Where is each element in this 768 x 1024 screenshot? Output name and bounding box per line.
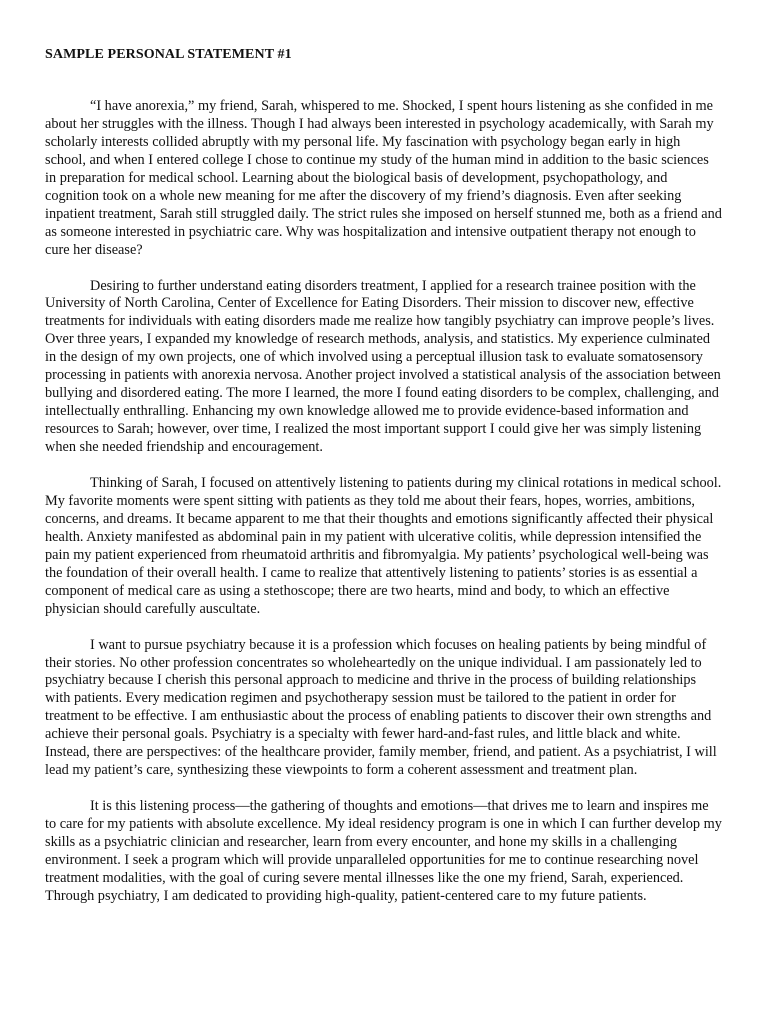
- paragraph-5: It is this listening process—the gathering of thoughts and emotions—that drives me to learn and inspires me to care for my patients with absolute excellence. My ideal residency program is one in which I can further develop my skills as a psychiatric clinician and researcher, learn from every encounter, and hone my skills in a challenging environment. I seek a program which will provide unparalleled opportunities for me to continue researching novel treatment modalities, with the goal of curing severe mental illnesses like the one my friend, Sarah, experienced. Through psychiatry, I am dedicated to providing high-quality, patient-centered care to my future patients.: [45, 798, 722, 904]
- paragraph-1: “I have anorexia,” my friend, Sarah, whispered to me. Shocked, I spent hours listening as she confided in me about her struggles with the illness. Though I had always been interested in psychology academically, with Sarah my scholarly interests collided abruptly with my personal life. My fascination with psychology began early in high school, and when I entered college I chose to continue my study of the human mind in addition to the basic sciences in preparation for medical school. Learning about the biological basis of development, psychopathology, and cognition took on a whole new meaning for me after the discovery of my friend’s diagnosis. Even after seeking inpatient treatment, Sarah still struggled daily. The strict rules she imposed on herself stunned me, both as a friend and as someone interested in psychiatric care. Why was hospitalization and intensive outpatient therapy not enough to cure her disease?: [45, 98, 722, 258]
- document-page: [45, 46, 723, 906]
- paragraph-2: Desiring to further understand eating disorders treatment, I applied for a research trainee position with the University of North Carolina, Center of Excellence for Eating Disorders. Their mission to discover new, effective treatments for individuals with eating disorders made me realize how tangibly psychiatry can improve people’s lives. Over three years, I expanded my knowledge of research methods, analysis, and statistics. My experience culminated in the design of my own projects, one of which involved using a perceptual illusion task to evaluate somatosensory processing in patients with anorexia nervosa. Another project involved a statistical analysis of the association between bullying and disordered eating. The more I learned, the more I found eating disorders to be complex, challenging, and intellectually enthralling. Enhancing my own knowledge allowed me to provide evidence-based information and resources to Sarah; however, over time, I realized the most important support I could give her was simply listening when she needed friendship and encouragement.: [45, 277, 721, 456]
- document-title: SAMPLE PERSONAL STATEMENT #1: [45, 47, 292, 62]
- paragraph-4: I want to pursue psychiatry because it is a profession which focuses on healing patients by being mindful of their stories. No other profession concentrates so wholeheartedly on the unique individual. I am passionately led to psychiatry because I cherish this personal approach to medicine and thrive in the process of building relationships with patients. Every medication regimen and psychotherapy session must be tailored to the patient in order for treatment to be effective. I am enthusiastic about the process of enabling patients to discover their own strengths and achieve their personal goals. Psychiatry is a specialty with fewer hard-and-fast rules, and little black and white. Instead, there are perspectives: of the healthcare provider, family member, friend, and patient. As a psychiatrist, I will lead my patient’s care, synthesizing these viewpoints to form a coherent assessment and treatment plan.: [45, 636, 717, 779]
- paragraph-3: Thinking of Sarah, I focused on attentively listening to patients during my clinical rotations in medical school. My favorite moments were spent sitting with patients as they told me about their fears, hopes, worries, ambitions, concerns, and dreams. It became apparent to me that their thoughts and emotions significantly affected their physical health. Anxiety manifested as abdominal pain in my patient with ulcerative colitis, while depression intensified the pain my patient experienced from rheumatoid arthritis and fibromyalgia. My patients’ psychological well-being was the foundation of their overall health. I came to realize that attentively listening to patients’ stories is as essential a component of medical care as using a stethoscope; there are two hearts, mind and body, to which an effective physician should carefully auscultate.: [45, 474, 722, 617]
